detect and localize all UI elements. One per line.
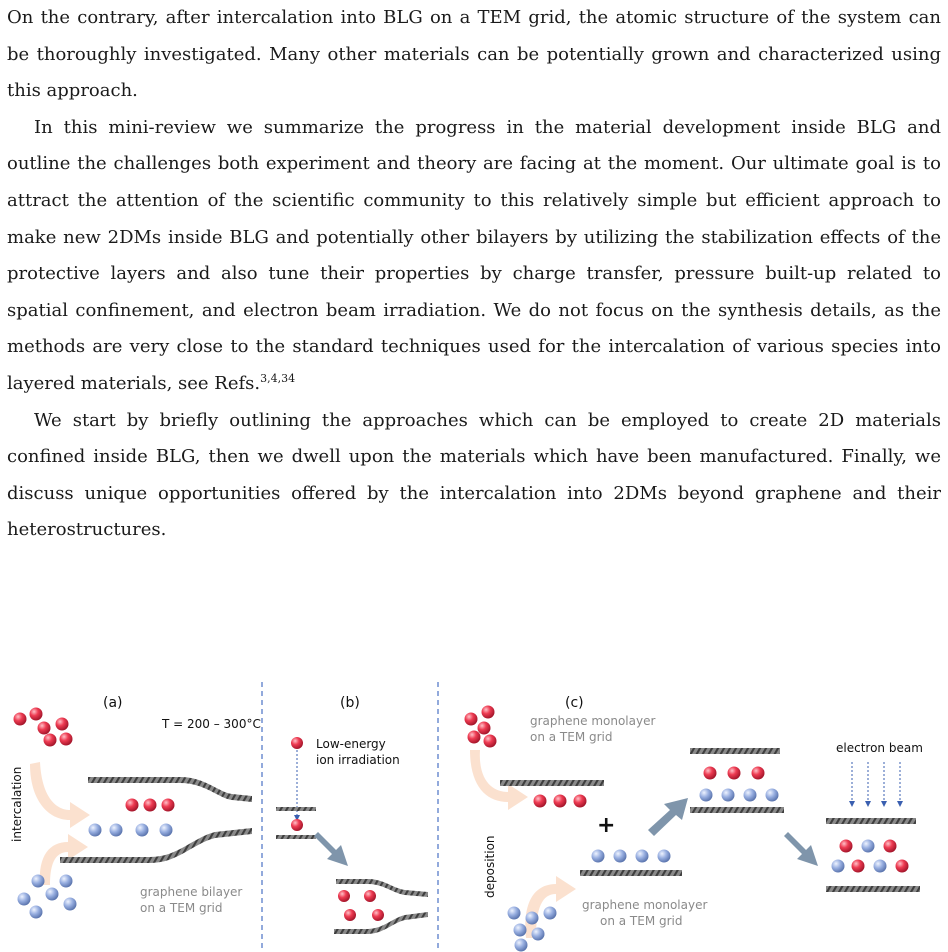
graphene-top-irradiated-c xyxy=(826,818,916,824)
assembly-arrow xyxy=(648,798,688,836)
intercalated-blue-a xyxy=(89,824,173,837)
panel-b xyxy=(276,695,428,934)
panel-c-bottom-substrate-line2: on a TEM grid xyxy=(600,914,683,928)
panel-a-substrate-line1: graphene bilayer xyxy=(140,885,243,899)
panel-a-substrate-line2: on a TEM grid xyxy=(140,901,223,915)
panel-c-label: (c) xyxy=(565,695,584,711)
panel-b-process-line1: Low-energy xyxy=(316,737,386,751)
figure-svg xyxy=(0,670,948,952)
deposited-red-c xyxy=(534,795,587,808)
intercalated-red-a xyxy=(126,799,175,812)
graphene-top-monolayer-c xyxy=(500,780,604,786)
embedded-ion xyxy=(291,819,303,831)
panel-c-bottom-substrate-line1: graphene monolayer xyxy=(582,898,708,912)
stack-red-c xyxy=(704,767,765,780)
plus-sign: + xyxy=(597,813,616,838)
panel-b-label: (b) xyxy=(340,695,360,711)
transfer-arrow-c xyxy=(784,832,818,866)
paragraph-2 xyxy=(7,110,941,403)
panel-c-process-label: deposition xyxy=(483,835,497,898)
incoming-ion xyxy=(291,737,303,749)
panel-c-top-substrate-line2: on a TEM grid xyxy=(530,730,613,744)
graphene-top-layer-a xyxy=(88,777,252,802)
stack-blue-c xyxy=(700,789,779,802)
paragraph-3: We start by briefly outlining the approaches which can be employed to create 2D materials confined inside BLG, then we dwell upon the materials which have been manufactured. Finally, we discuss unique opportunities offered by the intercalation into 2DMs beyond graphene and their heterostructures. xyxy=(7,409,941,541)
graphene-bottom-layer-b-small xyxy=(276,835,316,839)
graphene-top-layer-b-small xyxy=(276,807,316,811)
red-atoms-source-a xyxy=(14,708,73,747)
panel-c xyxy=(465,695,923,952)
irradiated-atoms-c xyxy=(832,840,909,873)
intercalation-arrow-upper xyxy=(30,762,90,828)
figure-intercalation-schemes xyxy=(0,670,948,952)
intercalated-red-b xyxy=(338,890,384,921)
panel-c-top-substrate-line1: graphene monolayer xyxy=(530,714,656,728)
graphene-bottom-layer-a xyxy=(60,828,252,863)
paragraph-2-text: In this mini-review we summarize the progress in the material development inside BLG and outline the challenges both experiment and theory are facing at the moment. Our ultimate goal is to attract the attention of the scientific community to this relatively simple but efficient approach to make new 2DMs inside BLG and potentially other bilayers by utilizing the stabilization effects of the protective layers and also tune their properties by charge transfer, pressure built-up related to spatial confinement, and electron beam irradiation. We do not focus on the synthesis details, as the methods are very close to the standard techniques used for the intercalation of various species into layered materials, see Refs. xyxy=(7,116,941,394)
graphene-top-layer-b xyxy=(336,879,428,897)
electron-beam-arrows xyxy=(852,762,900,804)
deposited-blue-c xyxy=(592,850,671,863)
graphene-bottom-stack-c xyxy=(690,807,784,813)
paragraph-1: On the contrary, after intercalation into BLG on a TEM grid, the atomic structure of the system can be thoroughly investigated. Many other materials can be potentially grown and characterized using this approach. xyxy=(7,7,941,102)
electron-beam-label: electron beam xyxy=(836,741,923,755)
panel-a xyxy=(10,695,261,919)
panel-a-process-label: intercalation xyxy=(10,766,24,842)
graphene-bottom-monolayer-c xyxy=(580,870,682,876)
body-text xyxy=(7,0,941,549)
panel-b-process-line2: ion irradiation xyxy=(316,753,400,767)
graphene-bottom-irradiated-c xyxy=(826,886,920,892)
panel-a-temperature: T = 200 – 300°C xyxy=(162,717,261,731)
graphene-top-stack-c xyxy=(690,748,780,754)
red-atoms-source-c xyxy=(465,706,497,748)
citation-refs[interactable]: 3,4,34 xyxy=(260,371,296,385)
transfer-arrow-b xyxy=(314,832,348,866)
panel-a-label: (a) xyxy=(103,695,123,711)
